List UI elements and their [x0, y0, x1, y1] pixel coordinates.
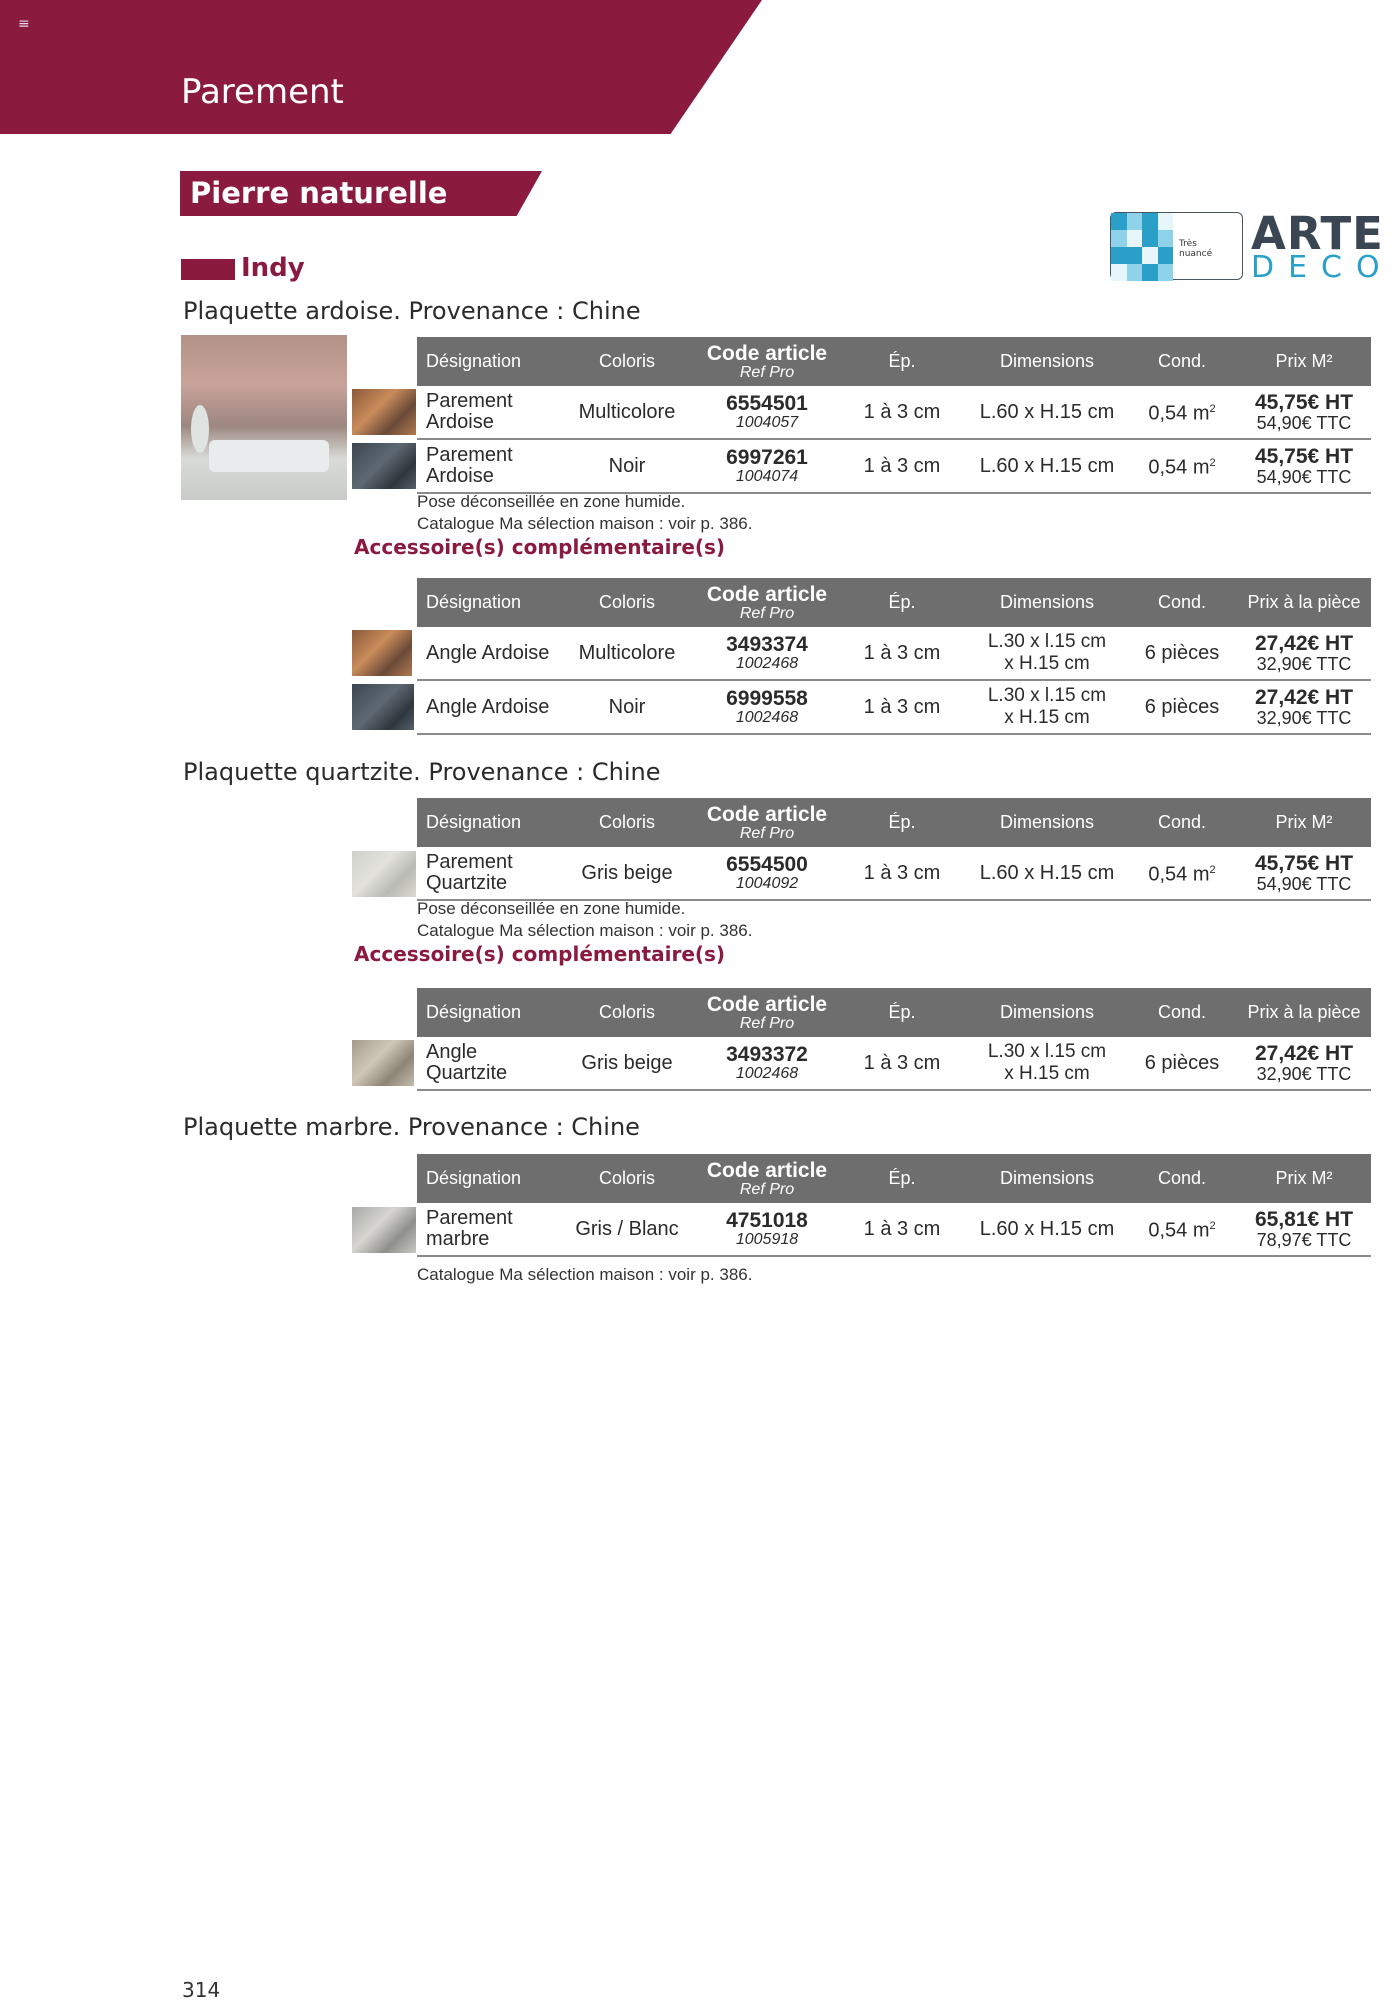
page-title: Parement	[181, 72, 344, 112]
nuance-label: Très nuancé	[1179, 239, 1213, 259]
header-banner	[0, 0, 762, 134]
table-row: Angle Ardoise Noir 6999558 1002468 1 à 3 cm L.30 x l.15 cm x H.15 cm 6 pièces 27,42€ HT 32,90€ TTC	[417, 681, 1371, 735]
accessory-table	[417, 578, 1371, 735]
swatch-angle-noir	[352, 684, 414, 730]
swatch-ardoise-noir	[352, 443, 416, 489]
table-header: Désignation Coloris Code article Ref Pro Ép. Dimensions Cond. Prix M²	[417, 337, 1371, 386]
brand-bar	[181, 259, 235, 280]
menu-icon[interactable]: ≡	[18, 16, 30, 32]
product-note: Pose déconseillée en zone humide. Catalogue Ma sélection maison : voir p. 386.	[417, 899, 753, 940]
table-row: Parement Ardoise Multicolore 6554501 1004057 1 à 3 cm L.60 x H.15 cm 0,54 $m^2$ 45,75€ HT 54,90€ TTC	[417, 386, 1371, 440]
swatch-marbre	[352, 1207, 416, 1253]
section-heading: Plaquette marbre. Provenance : Chine	[183, 1113, 640, 1141]
accessory-table	[417, 988, 1371, 1091]
room-photo	[181, 335, 347, 500]
table-row: Angle Ardoise Multicolore 3493374 1002468 1 à 3 cm L.30 x l.15 cm x H.15 cm 6 pièces 27,42€ HT 32,90€ TTC	[417, 627, 1371, 681]
brand-logo-deco: DECO	[1251, 250, 1394, 285]
mosaic-icon	[1111, 213, 1173, 281]
product-table	[417, 337, 1371, 494]
table-row: Parement Quartzite Gris beige 6554500 1004092 1 à 3 cm L.60 x H.15 cm 0,54 $m^2$ 45,75€ HT 54,90€ TTC	[417, 847, 1371, 901]
table-row: Parement Ardoise Noir 6997261 1004074 1 à 3 cm L.60 x H.15 cm 0,54 $m^2$ 45,75€ HT 54,90€ TTC	[417, 440, 1371, 494]
table-row: Parement marbre Gris / Blanc 4751018 1005918 1 à 3 cm L.60 x H.15 cm 0,54 $m^2$ 65,81€ HT 78,97€ TTC	[417, 1203, 1371, 1257]
swatch-ardoise-multicolore	[352, 389, 416, 435]
table-header: Désignation Coloris Code article Ref Pro Ép. Dimensions Cond. Prix M²	[417, 798, 1371, 847]
brand-logo-arte: ARTE	[1251, 207, 1384, 260]
brand-name: Indy	[241, 253, 305, 283]
table-header: Désignation Coloris Code article Ref Pro Ép. Dimensions Cond. Prix à la pièce	[417, 988, 1371, 1037]
page-number: 314	[182, 1978, 221, 2002]
accessories-heading: Accessoire(s) complémentaire(s)	[354, 535, 726, 559]
accessories-heading: Accessoire(s) complémentaire(s)	[354, 942, 726, 966]
section-heading: Plaquette quartzite. Provenance : Chine	[183, 758, 661, 786]
table-row: Angle Quartzite Gris beige 3493372 1002468 1 à 3 cm L.30 x l.15 cm x H.15 cm 6 pièces 27,42€ HT 32,90€ TTC	[417, 1037, 1371, 1091]
section-title: Pierre naturelle	[190, 176, 448, 210]
swatch-angle-quartzite	[352, 1040, 414, 1086]
product-note: Catalogue Ma sélection maison : voir p. 386.	[417, 1265, 753, 1284]
section-heading: Plaquette ardoise. Provenance : Chine	[183, 297, 641, 325]
table-header: Désignation Coloris Code article Ref Pro Ép. Dimensions Cond. Prix à la pièce	[417, 578, 1371, 627]
product-note: Pose déconseillée en zone humide. Catalogue Ma sélection maison : voir p. 386.	[417, 492, 753, 533]
product-table	[417, 1154, 1371, 1257]
nuance-badge	[1110, 212, 1243, 280]
product-table	[417, 798, 1371, 901]
swatch-angle-multicolore	[352, 630, 412, 676]
table-header: Désignation Coloris Code article Ref Pro Ép. Dimensions Cond. Prix M²	[417, 1154, 1371, 1203]
swatch-quartzite	[352, 851, 416, 897]
